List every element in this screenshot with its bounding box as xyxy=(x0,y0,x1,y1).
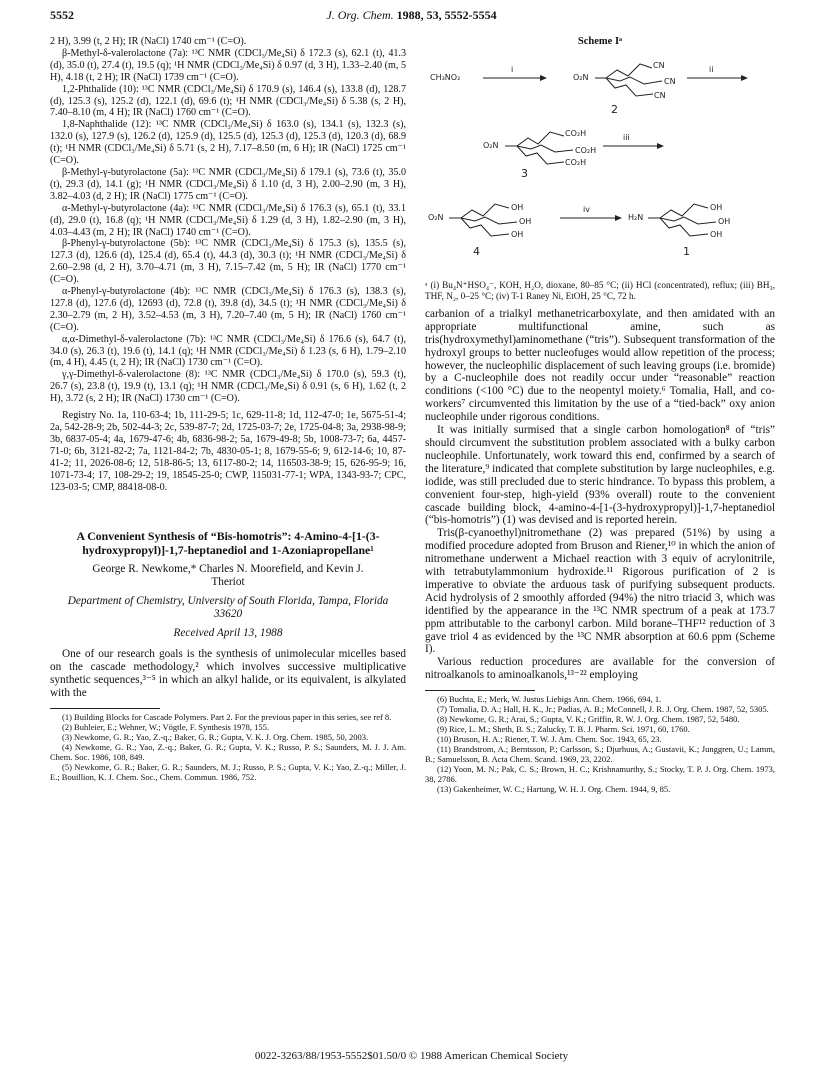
article-affiliation: Department of Chemistry, University of South Florida, Tampa, Florida 33620 xyxy=(67,595,389,621)
nitrile-label: CN xyxy=(654,90,666,100)
reagent-step-label: ii xyxy=(709,64,714,74)
footnote: (3) Newkome, G. R.; Yao, Z.-q.; Baker, G. R.; Gupta, V. K. J. Org. Chem. 1985, 50, 2003. xyxy=(62,731,369,742)
footnote: (13) Gakenheimer, W. C.; Hartung, W. H. J. Org. Chem. 1944, 9, 85. xyxy=(437,784,671,795)
cyanoethyl-arm xyxy=(606,78,653,96)
footnote: (8) Newkome, G. R.; Arai, S.; Gupta, V. K.; Griffin, R. W. J. Org. Chem. 1987, 52, 5480. xyxy=(437,714,740,725)
nitro-label: O₂N xyxy=(573,72,589,82)
article-authors: George R. Newkome,* Charles N. Moorefield, and Kevin J. Theriot xyxy=(92,563,364,589)
hydroxypropyl-arm xyxy=(660,204,708,218)
compound-data: β-Methyl-γ-butyrolactone (5a): ¹³C NMR (CDCl₃/Me₄Si) δ 179.1 (s), 73.6 (t), 35.0 (t), 29.3 (d), 14.1 (g); ¹H NMR (CDCl₃/Me₄Si) δ 1.10 (d, 3 H), 2.00–2.90 (m, 3 H), 3.82–4.03 (d, 2 H); IR (NaCl) 1775 cm⁻¹ (C=O). xyxy=(50,166,406,202)
compound-data: α,α-Dimethyl-δ-valerolactone (7b): ¹³C NMR (CDCl₃/Me₄Si) δ 176.6 (s), 64.7 (t), 34.0 (s), 26.3 (t), 19.6 (t), 14.1 (q); ¹H NMR (CDCl₃/Me₄Si) δ 1.23 (s, 6 H), 1.79–2.10 (m, 4 H), 4.45 (t, 2 H); IR (NaCl) 1730 cm⁻¹ (C=O). xyxy=(50,333,406,369)
compound-data: γ,γ-Dimethyl-δ-valerolactone (8): ¹³C NMR (CDCl₃/Me₄Si) δ 170.0 (s), 59.3 (t), 26.7 (s), 23.8 (t), 19.9 (t), 13.1 (q); ¹H NMR (CDCl₃/Me₄Si) δ 0.91 (s, 6 H), 1.62 (t, 2 H), 3.72 (s, 2 H); IR (NaCl) 1730 cm⁻¹ (C=O). xyxy=(50,369,406,405)
reagent-step-label: i xyxy=(511,64,514,74)
footnote: (12) Yoon, M. N.; Pak, C. S.; Brown, H. C.; Krishnamurthy, S.; Stocky, T. P. J. Org. Chem. 1973, 38, 2786. xyxy=(425,764,775,785)
intro-paragraph: One of our research goals is the synthesis of unimolecular micelles based on the cascade methodology,² which involves successive multiplicative synthetic sequences,³⁻⁵ in which an alkyl halide, or its equivalent, is alkylated with the xyxy=(50,647,406,699)
hydroxyl-label: OH xyxy=(519,216,532,226)
hydroxypropyl-arm xyxy=(660,218,708,236)
hydroxypropyl-arm xyxy=(660,217,716,224)
page-number: 5552 xyxy=(50,8,74,22)
hydroxypropyl-arm xyxy=(461,204,509,218)
compound-data: α-Phenyl-γ-butyrolactone (4b): ¹³C NMR (CDCl₃/Me₄Si) δ 176.3 (s), 138.3 (s), 127.8 (d), 127.6 (d), 12693 (d), 72.8 (t), 39.8 (d), 34.5 (t); ¹H NMR (CDCl₃/Me₄Si) δ 2.30–2.79 (m, 2 H), 3.52–4.53 (m, 3 H), 7.20–7.40 (m, 5 H); IR (NaCl) 1760 cm⁻¹ (C=O). xyxy=(50,286,406,333)
footnote-divider xyxy=(50,708,160,709)
arrowhead xyxy=(540,75,547,81)
cyanoethyl-arm xyxy=(606,64,652,78)
carboxyethyl-arm xyxy=(517,146,564,164)
nitrile-label: CN xyxy=(664,76,676,86)
hydroxyl-label: OH xyxy=(511,229,524,239)
reagent-step-label: iii xyxy=(623,132,630,142)
footnotes-left xyxy=(50,712,406,782)
scheme-footnote: ᵃ (i) Bu₄N⁺HSO₄⁻, KOH, H₂O, dioxane, 80–85 °C; (ii) HCl (concentrated), reflux; (iii) BH₃, THF, N₂, 0–25 °C; (iv) T-1 Raney Ni, EtOH, 25 °C, 72 h. xyxy=(425,279,775,301)
left-column xyxy=(50,36,406,782)
footnote: (7) Tomalia, D. A.; Hall, H. K., Jr.; Padias, A. B.; McConnell, J. R. J. Org. Chem. 1987, 52, 5305. xyxy=(437,704,769,715)
scheme-diagram xyxy=(425,50,775,278)
footnote: (1) Building Blocks for Cascade Polymers. Part 2. For the previous paper in this series, see ref 8. xyxy=(62,711,392,722)
footnote: (11) Brandstrom, A.; Berntsson, P.; Carlsson, S.; Djurhuus, A.; Gustavii, K.; Junggren, U.; Lamm, B.; Samuelsson, B. Acta Chem. Scand. 1969, 23, 2202. xyxy=(425,744,775,765)
carboxyl-label: CO₂H xyxy=(575,145,597,155)
received-date: Received April 13, 1988 xyxy=(173,627,283,640)
nitro-label: O₂N xyxy=(483,140,499,150)
footnote: (4) Newkome, G. R.; Yao, Z.-q.; Baker, G. R.; Gupta, V. K.; Russo, P. S.; Saunders, M. J. J. Am. Chem. Soc. 1986, 108, 849. xyxy=(50,741,406,762)
footnote: (2) Buhleier, E.; Wehner, W.; Vögtle, F. Synthesis 1978, 155. xyxy=(62,721,270,732)
article-title: A Convenient Synthesis of “Bis-homotris”: 4-Amino-4-[1-(3-hydroxypropyl)]-1,7-heptanediol and 1-Azoniapropellane¹ xyxy=(76,529,380,558)
registry-numbers: Registry No. 1a, 110-63-4; 1b, 111-29-5; 1c, 629-11-8; 1d, 112-47-0; 1e, 5675-51-4; 2a, 542-28-9; 2b, 502-44-3; 2c, 539-87-7; 2d, 1725-03-7; 2e, 1725-04-8; 3a, 2938-98-9; 3b, 6837-05-4; 4a, 1679-47-6; 4b, 6836-98-2; 5a, 1679-49-8; 5b, 1008-73-7; 6a, 4457-71-0; 6b, 3121-82-2; 7a, 1121-84-2; 7b, 4830-05-1; 8, 1679-55-6; 9, 612-14-6; 10, 87-41-2; 11, 2026-08-6; 12, 518-86-5; 13, 6117-80-2; 14, 116503-38-9; 15, 626-95-9; 16, 1071-73-4; 17, 108-29-2; 19, 18545-25-0; CWP, 115031-77-1; WPA, 1343-93-7; CPC, 123-03-5; CMP, 88418-08-0. xyxy=(50,410,406,493)
footnote: (5) Newkome, G. R.; Baker, G. R.; Saunders, M. J.; Russo, P. S.; Gupta, V. K.; Yao, Z.-q.; Miller, J. E.; Bouillion, K. J. Chem. Soc., Chem. Commun. 1986, 752. xyxy=(50,761,406,782)
compound-data: α-Methyl-γ-butyrolactone (4a): ¹³C NMR (CDCl₃/Me₄Si) δ 176.3 (s), 65.1 (t), 33.1 (d), 29.0 (t), 16.8 (q); ¹H NMR (CDCl₃/Me₄Si) δ 1.29 (d, 3 H), 1.82–2.90 (m, 3 H), 4.03–4.43 (m, 2 H); IR (NaCl) 1740 cm⁻¹ (C=O). xyxy=(50,202,406,238)
nitro-label: O₂N xyxy=(428,212,444,222)
hydroxyl-label: OH xyxy=(511,202,524,212)
arrowhead xyxy=(615,215,622,221)
journal-citation: J. Org. Chem. 1988, 53, 5552-5554 xyxy=(326,8,497,22)
body-paragraph: Various reduction procedures are available for the conversion of nitroalkanols to aminoalkanols,¹³⁻²² employing xyxy=(425,656,775,682)
arrowhead xyxy=(741,75,748,81)
carboxyethyl-arm xyxy=(517,132,564,146)
hydroxyl-label: OH xyxy=(710,202,723,212)
nitrile-label: CN xyxy=(653,60,665,70)
carboxyl-label: CO₂H xyxy=(565,157,587,167)
reaction-scheme xyxy=(425,50,775,278)
compound-number: 2 xyxy=(611,102,618,116)
arrowhead xyxy=(657,143,664,149)
hydroxypropyl-arm xyxy=(461,217,517,224)
compound-data: 2 H), 3.99 (t, 2 H); IR (NaCl) 1740 cm⁻¹ (C=O). xyxy=(50,36,247,47)
compound-data: 1,8-Naphthalide (12): ¹³C NMR (CDCl₃/Me₄Si) δ 163.0 (s), 134.1 (s), 132.3 (s), 132.0 (s), 127.9 (s), 126.2 (d), 125.9 (d), 125.5 (d), 125.3 (d), 125.3 (d), 120.3 (d), 68.9 (t); ¹H NMR (CDCl₃/Me₄Si) δ 5.71 (s, 2 H), 7.17–8.50 (m, 6 H); IR (NaCl) 1725 cm⁻¹ (C=O). xyxy=(50,119,406,167)
compound-number: 4 xyxy=(473,244,480,258)
compound-data: β-Methyl-δ-valerolactone (7a): ¹³C NMR (CDCl₃/Me₄Si) δ 172.3 (s), 62.1 (t), 41.3 (d), 35.0 (t), 27.4 (t), 19.5 (q); ¹H NMR (CDCl₃/Me₄Si) δ 0.97 (d, 3 H), 1.33–2.40 (m, 5 H), 4.18 (t, 2 H); IR (NaCl) 1739 cm⁻¹ (C=O). xyxy=(50,47,406,83)
footnote: (9) Rice, L. M.; Sheth, B. S.; Zalucky, T. B. J. Pharm. Sci. 1971, 60, 1760. xyxy=(437,724,690,735)
cyanoethyl-arm xyxy=(606,77,662,84)
body-paragraph: Tris(β-cyanoethyl)nitromethane (2) was prepared (51%) by using a modified procedure adopted from Bruson and Riener,¹⁰ in which the anion of nitromethane underwent a Michael reaction with 3 equiv of acrylonitrile, with tetrabutylammonium hydroxide.¹¹ Rigorous purification of 2 is imperative to obviate the arduous task of purifying subsequent products. Acid hydrolysis of 2 smoothly afforded (94%) the nitro triacid 3, which was identified by the appearance in the ¹³C NMR spectrum of a peak at 173.7 ppm attributable to the carbonyl carbon. Mild borane–THF¹² reduction of 3 gave triol 4 as evidenced by the ¹³C NMR absorption at 60.6 ppm (Scheme I). xyxy=(425,527,775,656)
footnote-divider xyxy=(425,690,535,691)
carboxyl-label: CO₂H xyxy=(565,128,587,138)
page-footer: 0022-3263/88/1953-5552$01.50/0 © 1988 American Chemical Society xyxy=(254,1050,569,1062)
reactant-label: CH₃NO₂ xyxy=(430,72,461,82)
footnote: (10) Bruson, H. A.; Riener, T. W. J. Am. Chem. Soc. 1943, 65, 23. xyxy=(437,734,662,745)
compound-number: 1 xyxy=(683,244,690,258)
page-header xyxy=(50,8,773,24)
compound-data: 1,2-Phthalide (10): ¹³C NMR (CDCl₃/Me₄Si) δ 170.9 (s), 146.4 (s), 133.8 (d), 128.7 (d), 125.3 (s), 125.2 (d), 122.1 (d), 69.6 (t); ¹H NMR (CDCl₃/Me₄Si) δ 5.38 (s, 2 H), 7.40–8.10 (m, 4 H); IR (NaCl) 1760 cm⁻¹ (C=O). xyxy=(50,83,406,119)
amine-label: H₂N xyxy=(628,212,644,222)
scheme-title: Scheme Iᵃ xyxy=(577,36,623,47)
hydroxyl-label: OH xyxy=(710,229,723,239)
hydroxypropyl-arm xyxy=(461,218,509,236)
compound-number: 3 xyxy=(521,166,528,180)
carboxyethyl-arm xyxy=(517,145,573,152)
right-column xyxy=(425,36,775,794)
reagent-step-label: iv xyxy=(583,204,590,214)
footnotes-right xyxy=(425,694,775,794)
body-paragraph: carbanion of a trialkyl methanetricarboxylate, and then amidated with an appropriate multifunctional amine, such as tris(hydroxymethyl)aminomethane (“tris”). Subsequent transformation of the hydroxyl groups to better nucleofuges would allow repetition of the process; however, the nucleophilic displacement of such leaving groups (i.e. bromide) by a C-nucleophile does not readily occur under “reasonable” reaction conditions (<100 °C) due to the neopentyl moiety.⁶ Tomalia, Hall, and co-workers⁷ circumvented this limitation by the use of a “tied-back” oxy anion nucleophile under rigorous conditions. xyxy=(425,307,775,424)
compound-data: β-Phenyl-γ-butyrolactone (5b): ¹³C NMR (CDCl₃/Me₄Si) δ 175.3 (s), 135.5 (s), 127.3 (d), 126.6 (d), 125.4 (d), 65.4 (t), 44.3 (d), 30.3 (t); ¹H NMR (CDCl₃/Me₄Si) δ 2.60–2.98 (d, 2 H), 3.70–4.71 (m, 3 H), 7.15–7.42 (m, 5 H); IR (NaCl) 1770 cm⁻¹ (C=O). xyxy=(50,238,406,286)
body-paragraph: It was initially surmised that a single carbon homologation⁸ of “tris” should circumvent the substitution problem associated with a bulky carbon nucleophile. Unfortunately, work toward this end, confirmed by a search of the literature,⁹ indicated that complete substitution by large nucleophiles, e.g. iodide, was still precluded due to steric hindrance. To bypass this problem, a convenient four-step, high-yield (93% overall) route to the convenient cascade building block, 4-amino-4-[1-(3-hydroxypropyl)]-1,7-heptanediol (“bis-homotris”) (1) was devised and is reported herein. xyxy=(425,424,775,527)
footnote: (6) Buchta, E.; Merk, W. Justus Liebigs Ann. Chem. 1966, 694, 1. xyxy=(437,694,662,705)
hydroxyl-label: OH xyxy=(718,216,731,226)
